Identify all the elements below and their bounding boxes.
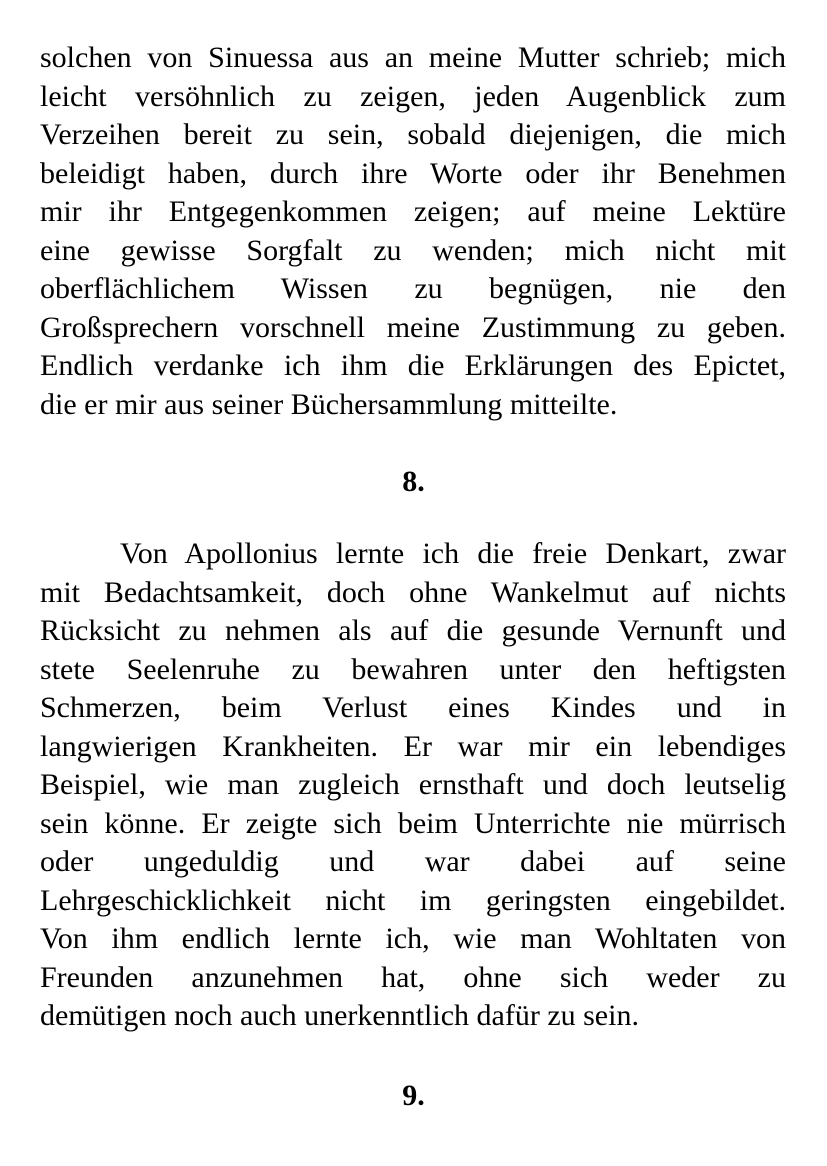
text-line: beleidigt haben, durch ihre Worte oder ihr Benehmen [40,156,786,190]
text-line: Freunden anzunehmen hat, ohne sich weder zu [40,960,786,994]
text-line: Beispiel, wie man zugleich ernsthaft und doch leutselig [40,768,786,801]
text-line: langwierigen Krankheiten. Er war mir ein lebendiges [40,729,786,763]
text-line: Rücksicht zu nehmen als auf die gesunde Vernunft und [40,614,786,647]
text-line: Endlich verdanke ich ihm die Erklärungen des Epictet, [40,349,786,382]
section-heading-9: 9. [402,1079,425,1112]
text-line: Großsprechern vorschnell meine Zustimmung zu geben. [40,310,786,344]
text-line: Lehrgeschicklichkeit nicht im geringsten eingebildet. [40,883,786,917]
text-line: die er mir aus seiner Büchersammlung mitteilte. [40,387,618,421]
section-heading-8: 8. [402,465,425,498]
text-line: Verzeihen bereit zu sein, sobald diejenigen, die mich [40,118,786,151]
text-line: stete Seelenruhe zu bewahren unter den heftigsten [40,652,786,686]
text-line: Von Apollonius lernte ich die freie Denkart, zwar [120,537,786,570]
text-line: sein könne. Er zeigte sich beim Unterrichte nie mürrisch [40,806,786,840]
text-line: Von ihm endlich lernte ich, wie man Wohltaten von [40,922,786,955]
text-line: oder ungeduldig und war dabei auf seine [40,845,786,878]
text-line: solchen von Sinuessa aus an meine Mutter schrieb; mich [40,41,786,74]
text-line: leicht versöhnlich zu zeigen, jeden Augenblick zum [40,79,786,113]
text-line: demütigen noch auch unerkenntlich dafür zu sein. [40,999,639,1032]
text-line: oberflächlichem Wissen zu begnügen, nie den [40,272,786,305]
paragraph-continued [40,39,786,424]
text-line: eine gewisse Sorgfalt zu wenden; mich nicht mit [40,233,786,267]
paragraph-section-8 [40,535,786,1036]
text-line: mir ihr Entgegenkommen zeigen; auf meine Lektüre [40,195,786,228]
text-line: Schmerzen, beim Verlust eines Kindes und in [40,691,786,724]
text-line: mit Bedachtsamkeit, doch ohne Wankelmut auf nichts [40,575,786,609]
